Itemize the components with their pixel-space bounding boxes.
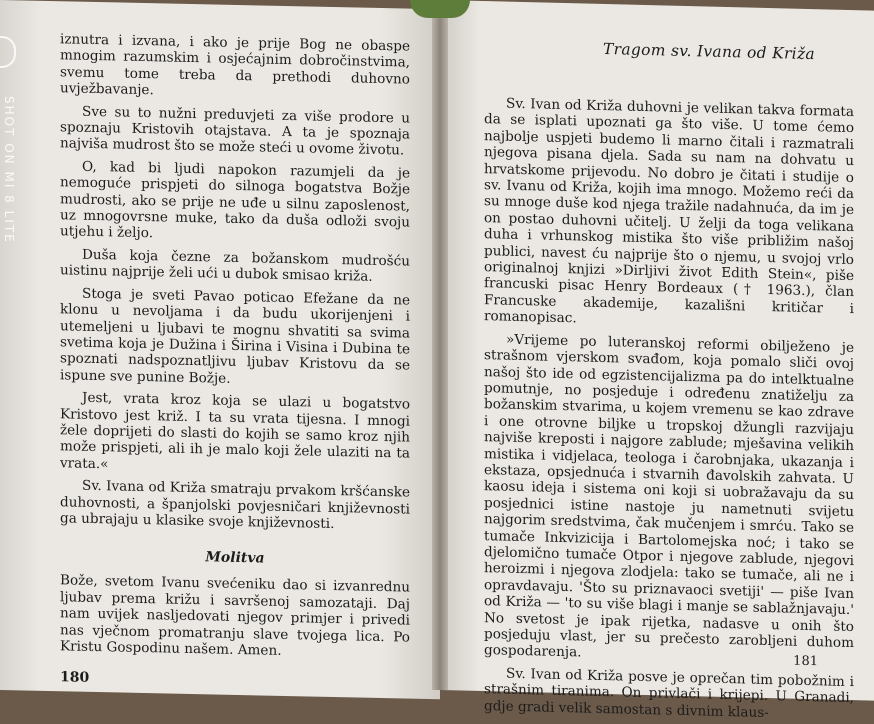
background-object (410, 0, 470, 18)
left-paragraph-5: Stoga je sveti Pavao poticao Efežane da ne klonu u nevoljama i da budu ukorijenjeni i utemeljeni u ljubavi te mognu shvatiti sa svima svetima koja je Dužina i Širina i Visina i Dubina te spoznati nadspoznatljivu ljubav Kristovu da se ispune sve punine Božje. (60, 285, 410, 387)
left-paragraph-2: Sve su to nužni preduvjeti za više prodore u spoznaju Kristovih otajstava. A ta je spoznaja najviša mudrost što se može steći u ovome životu. (60, 103, 410, 159)
book-gutter (432, 0, 448, 690)
left-page (0, 0, 440, 699)
camera-watermark: SHOT ON MI 8 LITE (2, 96, 16, 244)
page-number-left: 180 (60, 669, 90, 686)
section-title: Molitva (205, 549, 265, 567)
left-paragraph-3: O, kad bi ljudi napokon razumjeli da je nemoguće prispjeti do silnoga bogatstva Božje mudrosti, ako se prije ne uđe u silnu zaposlenost, uz mnogovrsne muke, tako da duša odloži svoju utjehu i željo. (60, 158, 410, 242)
left-paragraph-7: Sv. Ivana od Križa smatraju prvakom kršćanske duhovnosti, a španjolski povjesničari književnosti ga ubrajaju u klasike svoje književnosti. (60, 477, 410, 532)
page-number-right: 181 (793, 653, 818, 670)
right-paragraph-1: Sv. Ivan od Križa duhovni je velikan takva formata da se isplati upoznati ga što više. U tome ćemo najbolje uspjeti budemo li marno čitali i razmatrali njegova pisana djela. Sada su nam na dohvatu u hrvatskome prijevodu. No dobro je čitati i studije o sv. Ivanu od Križa, kojih ima mnogo. Možemo reći da su mnoge duše kod njega tražile nadahnuća, da im je on postao duhovni učitelj. U želji da toga velikana duha i vrhunskog mistika što više približim našoj publici, navest ću najprije što o njemu, u svojoj vrlo originalnoj knjizi »Dirljivi život Edith Stein«, piše francuski pisac Henry Bordeaux († 1963.), član Francuske akademije, kazališni kritičar i romanopisac. (484, 95, 854, 327)
right-page (440, 0, 874, 721)
running-head: Tragom sv. Ivana od Križa (603, 39, 815, 64)
left-paragraph-4: Duša koja čezne za božanskom mudrošću uistinu najprije želi ući u dubok smisao križa. (60, 246, 410, 286)
right-paragraph-2: »Vrijeme po luteranskoj reformi obilježeno je strašnom vjerskom svađom, koja pomalo sliči ovoj našoj što ide od egzistencijalizma pa do intelktualne pomutnje, no posjeduje i određenu znatiželju za božanskim stvarima, u kojem vremenu se kao zdrave i one otrovne biljke u tropskoj džungli razvijaju najviše kreposti i najgore zablude; mješavina velikih mistika i vidjelaca, teologa i čarobnjaka, ukazanja i ekstaza, opsjednuća i stvarnih đavolskih zahvata. U kaosu ideja i sistema oni koji si uobražavaju da su posjednici istine nastoje ju nametnuti svijetu najgorim sredstvima, čak mučenjem i smrću. Tako se tumače Inkvizicija i Bartolomejska noć; i tako se djelomično tumače Otpor i njegove zablude, njegovi heroizmi i njegova zlodjela: tako se tumače, ali ne i opravdavaju. 'Što su priznavaoci svetiji' — piše Ivan od Križa — 'to su više blagi i manje se sablažnjavaju.' No svetost je ipak rijetka, nadasve u onih što posjeduju vlast, jer su prečesto zarobljeni duhom gospodarenja. (484, 331, 854, 661)
left-paragraph-1: iznutra i izvana, i ako je prije Bog ne obaspe mnogim razumskim i osjećajnim dobročinstvima, svemu tome treba da prethodi duhovno uvježbavanje. (60, 31, 410, 99)
prayer-text: Bože, svetom Ivanu svećeniku dao si izvanrednu ljubav prema križu i savršenoj samozataji. Daj nam uvijek nasljedovati njegov primjer i privedi nas vječnom promatranju slave tvojega lica. Po Kristu Gospodinu našem. Amen. (60, 572, 410, 659)
left-paragraph-6: Jest, vrata kroz koja se ulazi u bogatstvo Kristovo jest križ. I ta su vrata tijesna. I mnogi žele doprijeti do slasti do kojih se samo kroz njih može prispjeti, ali ih je malo koji žele ulaziti na ta vrata.« (60, 389, 410, 473)
right-paragraph-3: Sv. Ivan od Križa posve je oprečan tim pobožnim i strašnim tiranima. On privlači i krijepi. U Granadi, gdje gradi velik samostan s divnim klaus- (484, 665, 854, 721)
